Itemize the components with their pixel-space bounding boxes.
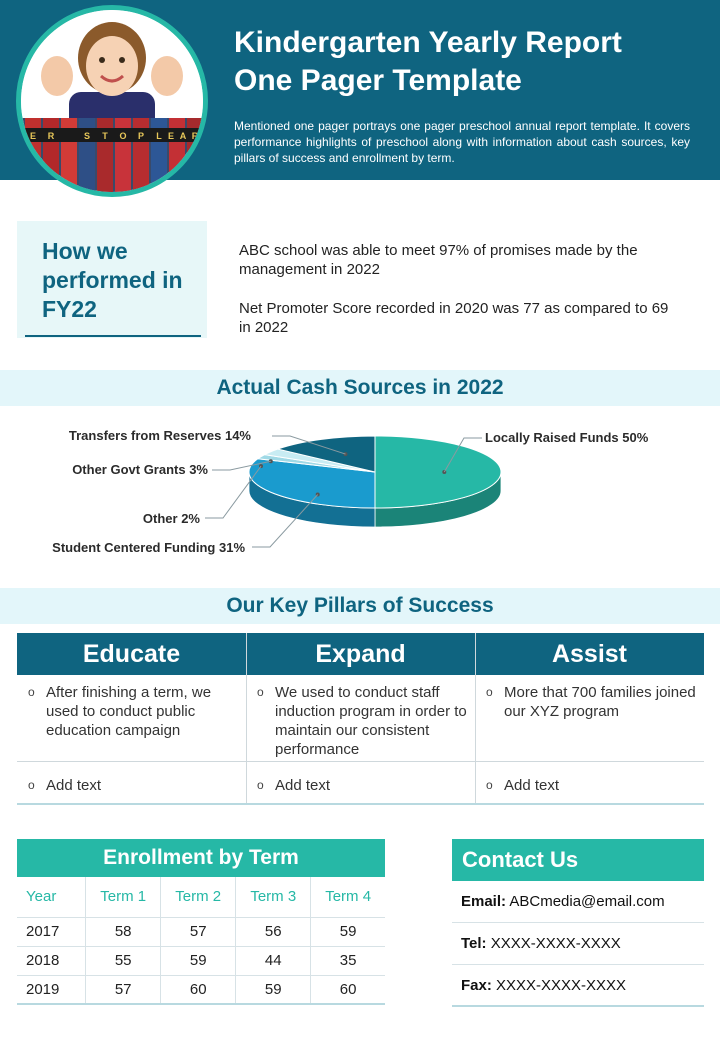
pillar-item [475, 683, 704, 721]
page-title-line1: Kindergarten Yearly Report [234, 26, 622, 59]
tel-value: XXXX-XXXX-XXXX [490, 935, 621, 952]
pillar-item [17, 776, 246, 795]
column-header: Term 2 [161, 877, 236, 917]
performance-point-1: ABC school was able to meet 97% of promises made by the management in 2022 [239, 242, 638, 278]
pie-label: Other Govt Grants 3% [72, 462, 208, 477]
child-photo-illustration [21, 10, 203, 192]
tel-label: Tel: [461, 935, 487, 952]
table-cell: 59 [236, 975, 311, 1004]
bullet-icon: o [28, 685, 35, 699]
fax-value: XXXX-XXXX-XXXX [496, 977, 627, 994]
table-row [17, 975, 385, 1004]
book-letter: O [119, 131, 127, 141]
pillars-table [17, 633, 704, 805]
table-cell: 57 [161, 917, 236, 946]
table-header-row [17, 877, 385, 917]
table-cell: 59 [161, 946, 236, 975]
performance-underline [25, 335, 201, 337]
contact-fax-row [452, 965, 704, 1007]
pillar-item [246, 683, 475, 759]
book-letter: A [179, 131, 187, 141]
pillar-row-divider [17, 761, 704, 762]
cash-sources-pie-chart [0, 410, 720, 570]
book-letter: E [29, 131, 37, 141]
contact-card [452, 839, 704, 1007]
table-cell: 2019 [17, 975, 86, 1004]
pillar-item-text: Add text [46, 777, 102, 794]
table-row [17, 946, 385, 975]
fax-label: Fax: [461, 977, 492, 994]
table-cell: 56 [236, 917, 311, 946]
column-header: Term 1 [86, 877, 161, 917]
pillar-item [475, 776, 704, 795]
column-header: Term 3 [236, 877, 311, 917]
enrollment-title: Enrollment by Term [17, 839, 385, 877]
pillar-item-text: Add text [504, 777, 560, 794]
performance-point-2: Net Promoter Score recorded in 2020 was 77 as compared to 69 in 2022 [239, 300, 669, 336]
table-cell: 59 [311, 917, 385, 946]
pillar-assist [475, 633, 704, 803]
pillar-item-text: More that 700 families joined our XYZ program [504, 684, 696, 720]
table-cell: 2017 [17, 917, 86, 946]
column-header: Term 4 [311, 877, 385, 917]
page-description: Mentioned one pager portrays one pager preschool annual report template. It covers performance highlights of preschool along with information about cash sources, key pillars of success and enrollment by term. [234, 119, 690, 165]
column-header: Year [17, 877, 86, 917]
pillar-heading: Educate [17, 633, 246, 675]
book-letter: S [83, 131, 91, 141]
enrollment-table [17, 839, 385, 1005]
book-letter: L [156, 131, 162, 141]
contact-title: Contact Us [452, 839, 704, 881]
pie-label: Student Centered Funding 31% [52, 540, 245, 555]
contact-email-row [452, 881, 704, 923]
table-cell: 60 [161, 975, 236, 1004]
table-row [17, 917, 385, 946]
page-title-line2: One Pager Template [234, 64, 522, 97]
bullet-icon: o [486, 685, 493, 699]
email-value[interactable]: ABCmedia@email.com [509, 893, 665, 910]
cash-section-title: Actual Cash Sources in 2022 [0, 370, 720, 406]
pillar-educate [17, 633, 246, 803]
pie-label: Other 2% [142, 511, 200, 526]
pillar-item [17, 683, 246, 740]
table-cell: 35 [311, 946, 385, 975]
page-title [234, 24, 704, 100]
performance-box [17, 221, 207, 338]
book-letter: T [102, 131, 108, 141]
book-letter: E [167, 131, 175, 141]
pillar-item [246, 776, 475, 795]
table-cell: 57 [86, 975, 161, 1004]
pillar-divider [246, 633, 247, 803]
performance-title: How we performed in FY22 [42, 238, 183, 322]
pie-label: Locally Raised Funds 50% [485, 430, 649, 445]
book-letter: R [191, 131, 199, 141]
pillar-heading: Expand [246, 633, 475, 675]
header-photo [16, 5, 208, 197]
contact-tel-row [452, 923, 704, 965]
pillar-divider [475, 633, 476, 803]
pillar-item-text: Add text [275, 777, 331, 794]
pillars-section-title: Our Key Pillars of Success [0, 588, 720, 624]
table-cell: 58 [86, 917, 161, 946]
bullet-icon: o [486, 778, 493, 792]
book-letter: R [47, 131, 55, 141]
pillar-item-text: We used to conduct staff induction program in order to maintain our consistent performance [275, 684, 467, 758]
bullet-icon: o [28, 778, 35, 792]
table-cell: 55 [86, 946, 161, 975]
bullet-icon: o [257, 685, 264, 699]
pillar-heading: Assist [475, 633, 704, 675]
bullet-icon: o [257, 778, 264, 792]
table-cell: 60 [311, 975, 385, 1004]
email-label: Email: [461, 893, 507, 910]
table-cell: 2018 [17, 946, 86, 975]
pillar-item-text: After finishing a term, we used to conduct public education campaign [46, 684, 212, 739]
table-cell: 44 [236, 946, 311, 975]
pie-label: Transfers from Reserves 14% [68, 428, 251, 443]
book-letter: P [137, 131, 145, 141]
pillar-expand [246, 633, 475, 803]
